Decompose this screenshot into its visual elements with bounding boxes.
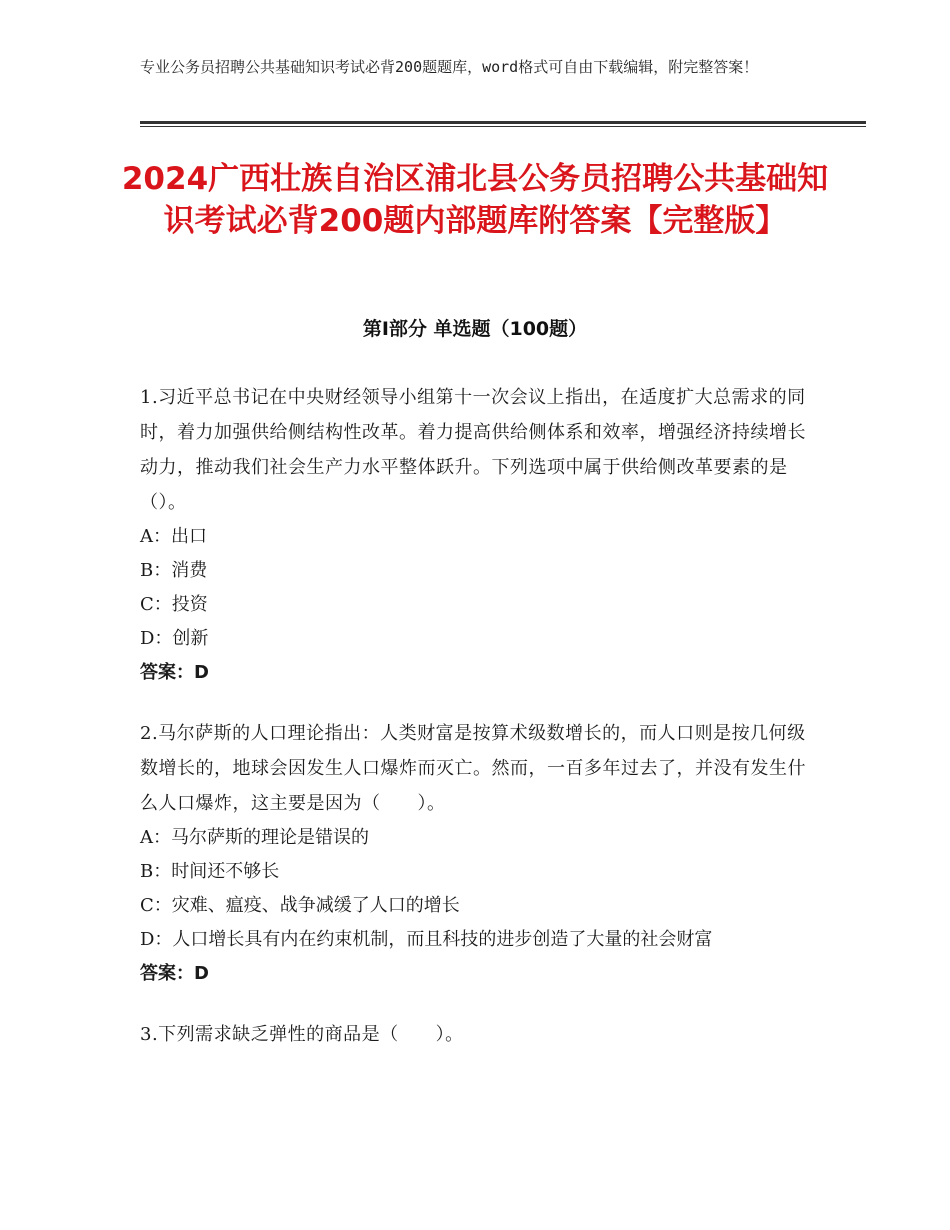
section-title: 第Ⅰ部分 单选题（100题）	[362, 318, 588, 340]
header-divider-thick	[140, 121, 866, 124]
option-a: A：马尔萨斯的理论是错误的	[140, 827, 369, 848]
option-c: C：灾难、瘟疫、战争减缓了人口的增长	[140, 895, 460, 916]
answer: 答案：D	[140, 662, 209, 683]
question-3	[140, 1017, 810, 1052]
option-b: B：时间还不够长	[140, 861, 280, 882]
question-list	[140, 380, 810, 1078]
question-stem: 2.马尔萨斯的人口理论指出：人类财富是按算术级数增长的，而人口则是按几何级数增长的，地球会因发生人口爆炸而灭亡。然而，一百多年过去了，并没有发生什么人口爆炸，这主要是因为（ ）。	[140, 723, 806, 814]
answer: 答案：D	[140, 963, 209, 984]
option-a: A：出口	[140, 526, 207, 547]
question-stem: 1.习近平总书记在中央财经领导小组第十一次会议上指出，在适度扩大总需求的同时，着力加强供给侧结构性改革。着力提高供给侧体系和效率，增强经济持续增长动力，推动我们社会生产力水平整体跃升。下列选项中属于供给侧改革要素的是（）。	[140, 387, 806, 513]
header-divider-thin	[140, 126, 866, 127]
option-b: B：消费	[140, 560, 208, 581]
option-c: C：投资	[140, 594, 208, 615]
question-1	[140, 380, 810, 690]
document-title: 2024广西壮族自治区浦北县公务员招聘公共基础知识考试必背200题内部题库附答案【完整版】	[121, 161, 829, 239]
question-2	[140, 716, 810, 991]
option-d: D：创新	[140, 628, 209, 649]
header-note: 专业公务员招聘公共基础知识考试必背200题题库，word格式可自由下载编辑，附完整答案！	[140, 58, 759, 76]
option-d: D：人口增长具有内在约束机制，而且科技的进步创造了大量的社会财富	[140, 929, 713, 950]
question-stem: 3.下列需求缺乏弹性的商品是（ ）。	[140, 1024, 464, 1045]
